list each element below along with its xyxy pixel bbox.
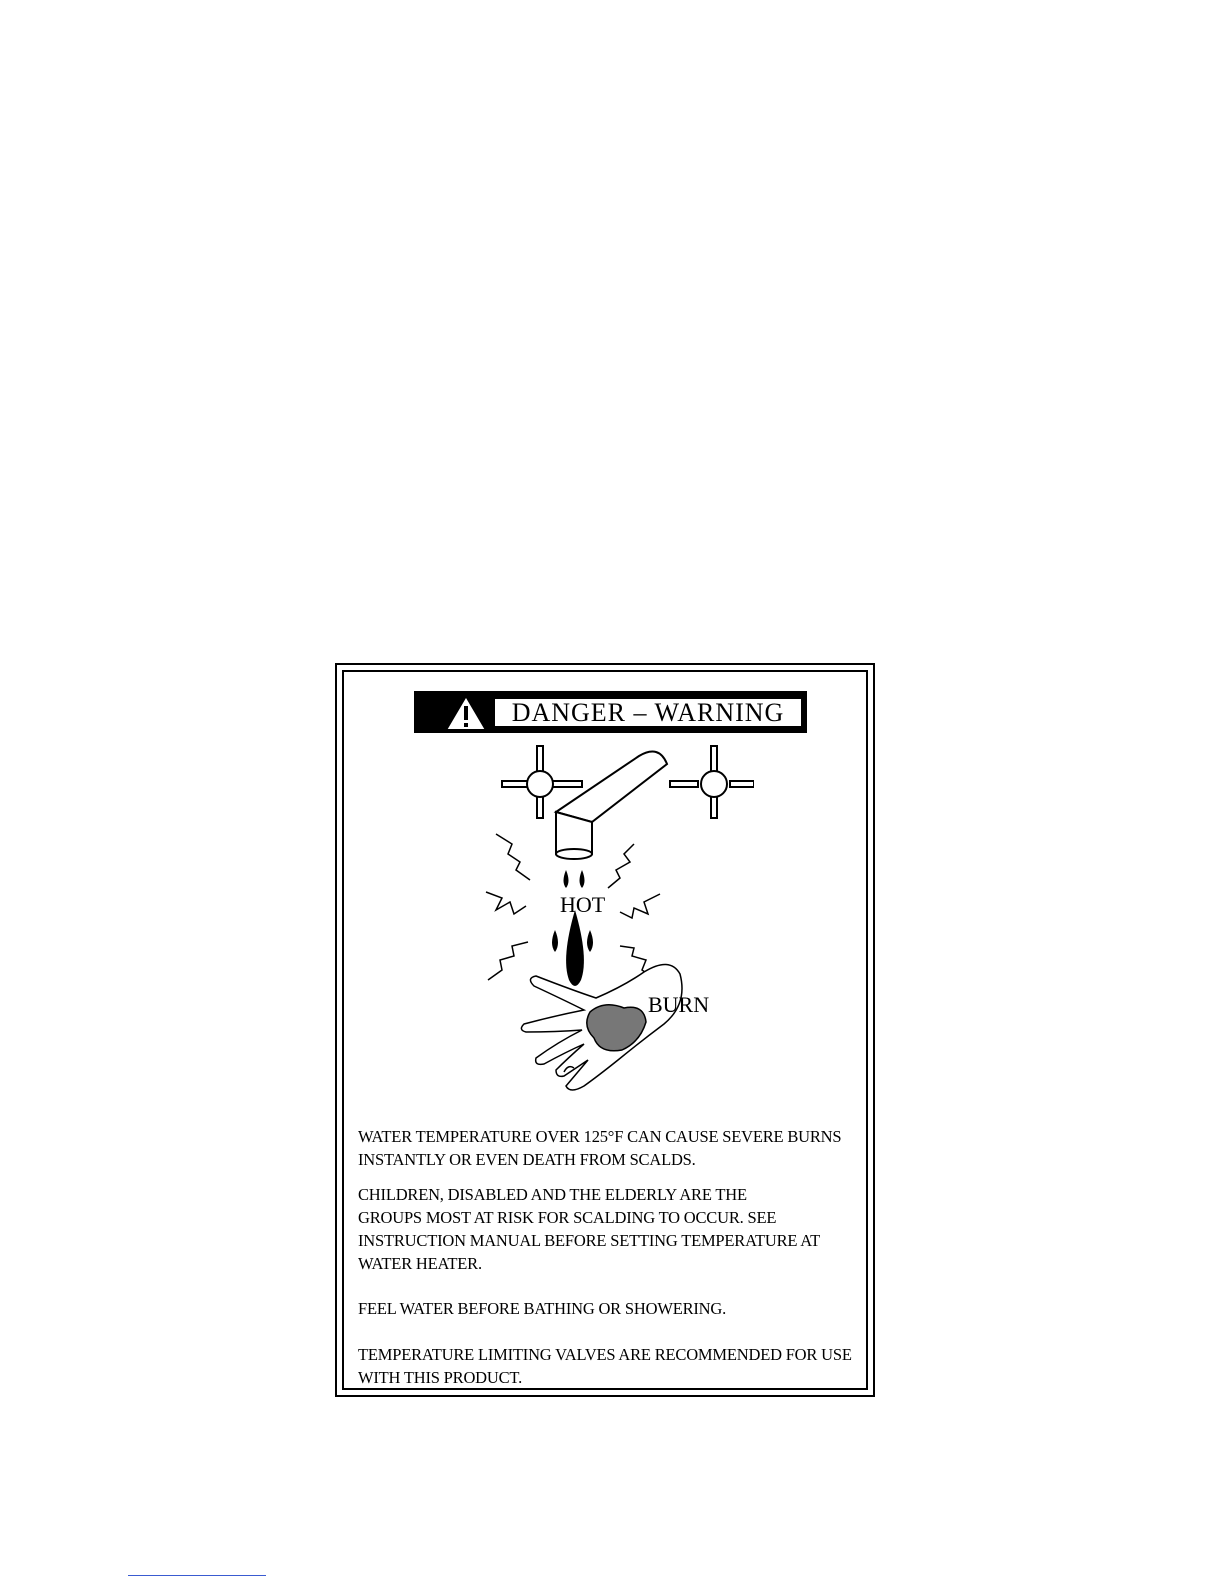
warning-triangle-icon xyxy=(444,694,488,732)
warning-label-inner-border xyxy=(342,670,868,1390)
water-drops-icon xyxy=(552,870,593,986)
faucet-spout-icon xyxy=(556,752,667,860)
warning-paragraph-4: TEMPERATURE LIMITING VALVES ARE RECOMMENDED FOR USE WITH THIS PRODUCT. xyxy=(358,1345,852,1387)
warning-paragraph-2: CHILDREN, DISABLED AND THE ELDERLY ARE THE GROUPS MOST AT RISK FOR SCALDING TO OCCUR. SEE INSTRUCTION MANUAL BEFORE SETTING TEMPERATURE AT WATER HEATER. xyxy=(358,1185,821,1273)
hot-label: HOT xyxy=(560,892,606,917)
warning-paragraph-3: FEEL WATER BEFORE BATHING OR SHOWERING. xyxy=(358,1299,727,1318)
right-valve-icon xyxy=(670,746,754,818)
warning-label xyxy=(335,663,875,1397)
warning-paragraph-1: WATER TEMPERATURE OVER 125°F CAN CAUSE SEVERE BURNS INSTANTLY OR EVEN DEATH FROM SCALDS. xyxy=(358,1127,842,1169)
burn-label: BURN xyxy=(648,992,710,1017)
danger-warning-banner xyxy=(414,691,807,733)
footer-rule xyxy=(128,1575,266,1576)
faucet-burn-illustration xyxy=(474,742,754,1122)
banner-title: DANGER – WARNING xyxy=(494,698,802,727)
